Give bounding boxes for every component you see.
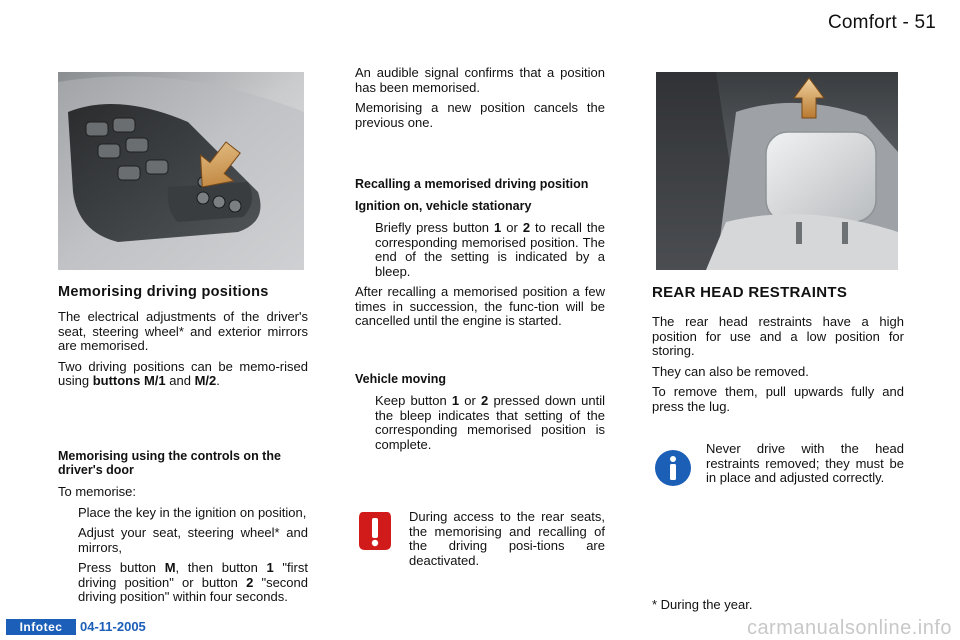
step-text: pressed down until the bleep indicates that setting of the corresponding memorised position is complete. [375,393,605,452]
bold-text: 2 [481,393,489,408]
page-header [828,12,936,34]
infotec-badge: Infotec [6,619,76,635]
exclamation-icon [357,510,393,552]
step-text: or [501,220,523,235]
section-heading: Memorising driving positions [58,284,269,300]
section-title: Comfort [827,12,897,33]
step-text: or [459,393,482,408]
step-item [355,394,605,452]
warning-text-wrap [409,510,605,574]
info-text-wrap [706,442,904,492]
subheading: Ignition on, vehicle stationary [355,199,532,213]
step-item [58,561,308,605]
subheading: Recalling a memorised driving position [355,177,589,191]
bold-text: 1 [451,393,460,408]
step-text: "first driving position" or button [78,560,308,590]
subheading: Vehicle moving [355,372,447,386]
confirm-paragraph: An audible signal confirms that a position has been memorised. [355,65,605,95]
step-text: , then button [175,560,267,575]
step-text: Adjust your seat, steering wheel* and mirrors, [78,525,308,555]
bold-text: 1 [266,560,274,575]
bold-text: buttons M/1 [92,373,166,388]
right-column [652,284,904,420]
door-controls-photo [58,72,304,270]
header-separator: - [902,12,909,33]
page-number: 51 [914,12,936,33]
left-column [58,284,308,395]
footnote: * During the year. [652,597,753,612]
step-item [58,506,308,521]
step-item [58,526,308,555]
removal-paragraph: They can also be removed. [652,363,809,379]
positions-paragraph [58,360,308,389]
subheading: Memorising using the controls on the driver's door [58,449,281,477]
cancel-note: After recalling a memorised position a few times in succession, the func-tion will be cancelled until the engine is started. [355,284,605,328]
section-heading: REAR HEAD RESTRAINTS [652,284,848,301]
procedure-paragraph: To remove them, pull upwards fully and press the lug. [652,384,904,414]
step-text: Press button [78,560,165,575]
intro-paragraph: The electrical adjustments of the driver's seat, steering wheel* and exterior mirrors are memorised. [58,309,308,353]
text-span: . [216,373,220,388]
step-item [355,221,605,279]
info-box [654,442,904,492]
text-span: and [165,373,195,388]
footer-date: 04-11-2005 [80,619,146,634]
step-text: Place the key in the ignition on position, [78,504,307,520]
to-memorise-label: To memorise: [58,484,137,499]
bold-text: 2 [246,574,254,590]
bold-text: M/2 [194,373,217,388]
step-text: Briefly press button [375,220,495,235]
footnote-wrap [652,598,902,619]
info-icon [654,448,692,488]
warning-box [357,510,607,574]
watermark-url: carmanualsonline.info [746,617,952,639]
cancel-paragraph: Memorising a new position cancels the previous one. [355,100,605,130]
bold-text: 2 [522,220,531,235]
step-text: "second driving position" within four seconds. [78,574,308,604]
middle-column-recall [355,177,605,335]
step-text: to recall the corresponding memorised position. The end of the setting is indicated by a bleep. [375,220,605,279]
middle-column-moving [355,372,605,458]
head-restraint-photo [656,72,898,270]
positions-paragraph: The rear head restraints have a high position for use and a low position for storing. [652,314,904,358]
warning-text: During access to the rear seats, the memorising and recalling of the driving posi-tions are deactivated. [409,509,605,568]
text-span: Two driving positions can be memo-rised using [58,358,308,388]
info-text: Never drive with the head restraints removed; they must be in place and adjusted correctly. [706,441,904,485]
left-column-lower [58,449,308,611]
bold-text: M [164,560,176,575]
middle-column-top [355,66,605,136]
bold-text: 1 [494,220,502,235]
step-text: Keep button [375,393,452,408]
